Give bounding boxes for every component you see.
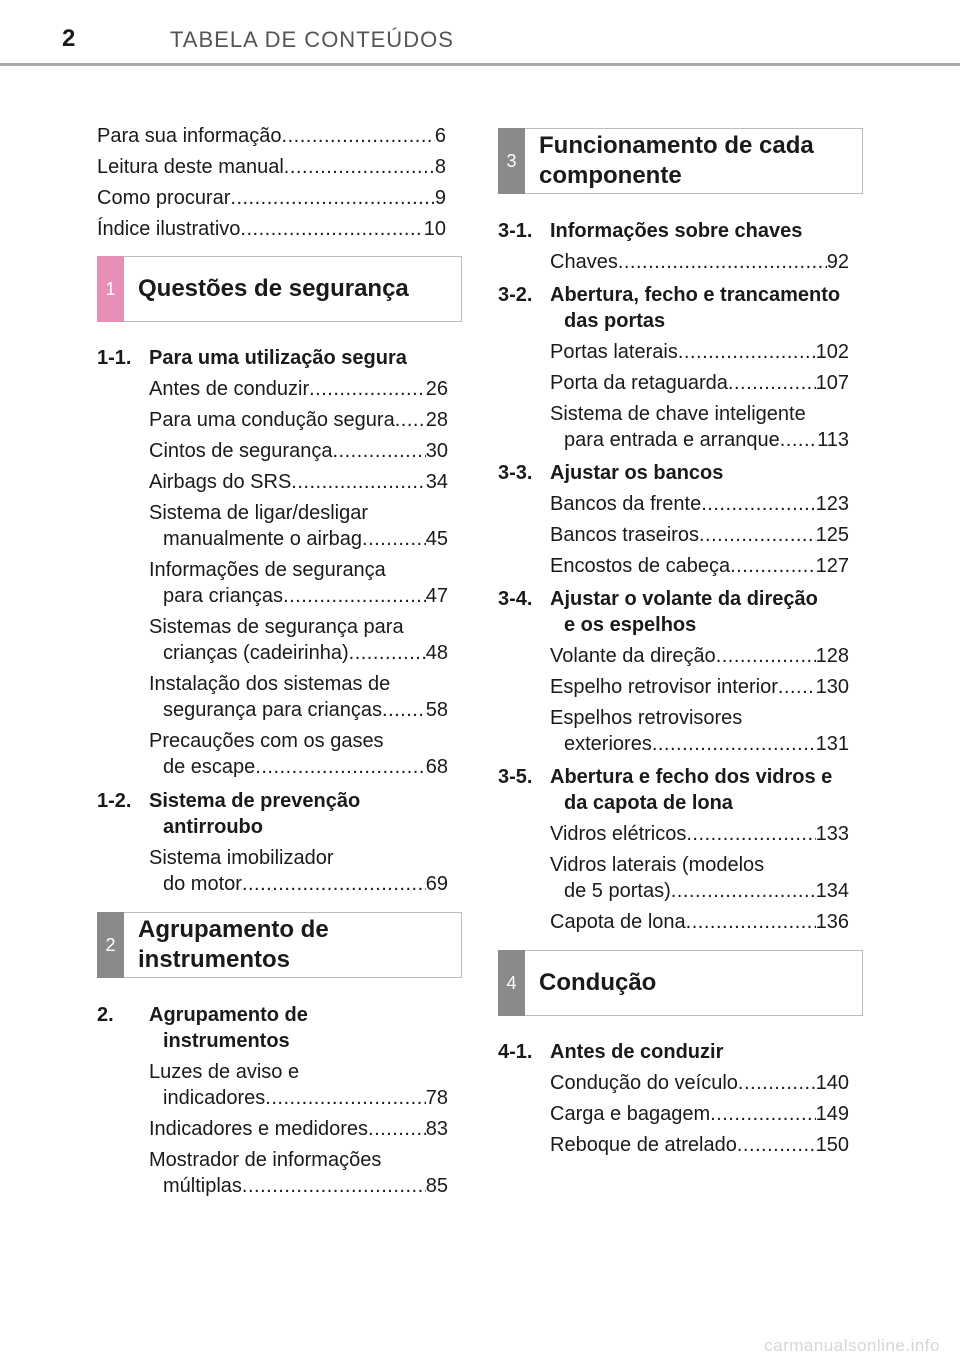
toc-entry-line1[interactable]: Vidros laterais (modelos — [550, 854, 765, 876]
section-heading[interactable]: 4-1. Antes de conduzir — [498, 1041, 724, 1063]
page-number: 2 — [62, 25, 76, 52]
toc-entry[interactable]: múltiplas ..... 85 — [163, 1173, 448, 1199]
chapter-title: Condução — [539, 969, 657, 996]
toc-entry[interactable]: de escape ..... 68 — [163, 754, 448, 780]
section-heading[interactable]: 3-4. Ajustar o volante da direção — [498, 588, 818, 610]
chapter-tab: 4 — [498, 950, 525, 1016]
toc-entry[interactable]: manualmente o airbag ..... 45 — [163, 526, 448, 552]
chapter-3-box[interactable] — [498, 128, 863, 194]
toc-entry-line1[interactable]: Espelhos retrovisores — [550, 707, 743, 729]
section-heading-line2[interactable]: e os espelhos — [564, 614, 697, 636]
toc-entry[interactable]: crianças (cadeirinha) ..... 48 — [163, 640, 448, 666]
toc-entry[interactable]: Índice ilustrativo ..... 10 — [97, 216, 446, 242]
section-heading[interactable]: 1-2. Sistema de prevenção — [97, 790, 361, 812]
toc-entry[interactable]: Condução do veículo ..... 140 — [550, 1070, 849, 1096]
toc-entry[interactable]: Chaves ..... 92 — [550, 249, 849, 275]
toc-entry[interactable]: Encostos de cabeça ..... 127 — [550, 553, 849, 579]
section-heading-line2[interactable]: instrumentos — [163, 1030, 290, 1052]
toc-entry[interactable]: para entrada e arranque ..... 113 — [564, 427, 849, 453]
toc-entry[interactable]: Como procurar ..... 9 — [97, 185, 446, 211]
toc-entry[interactable]: Porta da retaguarda ..... 107 — [550, 370, 849, 396]
section-heading[interactable]: 3-2. Abertura, fecho e trancamento — [498, 284, 841, 306]
toc-entry[interactable]: Para sua informação ..... 6 — [97, 123, 446, 149]
chapter-title: Questões de segurança — [138, 275, 409, 302]
toc-entry-line1[interactable]: Sistema de ligar/desligar — [149, 502, 368, 524]
section-heading-line2[interactable]: das portas — [564, 310, 666, 332]
toc-entry[interactable]: Capota de lona ..... 136 — [550, 909, 849, 935]
toc-entry[interactable]: Bancos da frente ..... 123 — [550, 491, 849, 517]
toc-entry[interactable]: Portas laterais ..... 102 — [550, 339, 849, 365]
section-heading-line2[interactable]: da capota de lona — [564, 792, 733, 814]
header-rule — [0, 63, 960, 66]
section-heading-line2[interactable]: antirroubo — [163, 816, 263, 838]
toc-entry-line1[interactable]: Precauções com os gases — [149, 730, 384, 752]
chapter-tab: 1 — [97, 256, 124, 322]
toc-entry-line1[interactable]: Mostrador de informações — [149, 1149, 382, 1171]
toc-entry[interactable]: Vidros elétricos ..... 133 — [550, 821, 849, 847]
section-heading[interactable]: 3-1. Informações sobre chaves — [498, 220, 803, 242]
toc-entry-line1[interactable]: Informações de segurança — [149, 559, 386, 581]
toc-entry[interactable]: para crianças ..... 47 — [163, 583, 448, 609]
chapter-4-box[interactable] — [498, 950, 863, 1016]
toc-entry-line1[interactable]: Luzes de aviso e — [149, 1061, 300, 1083]
toc-entry[interactable]: Reboque de atrelado ..... 150 — [550, 1132, 849, 1158]
toc-entry[interactable]: Indicadores e medidores ..... 83 — [149, 1116, 448, 1142]
toc-entry[interactable]: Bancos traseiros ..... 125 — [550, 522, 849, 548]
section-heading[interactable]: 1-1. Para uma utilização segura — [97, 347, 407, 369]
toc-entry-line1[interactable]: Instalação dos sistemas de — [149, 673, 391, 695]
chapter-1-box[interactable] — [97, 256, 462, 322]
toc-entry[interactable]: Para uma condução segura ..... 28 — [149, 407, 448, 433]
chapter-2-box[interactable] — [97, 912, 462, 978]
toc-entry-line1[interactable]: Sistemas de segurança para — [149, 616, 404, 638]
toc-entry[interactable]: exteriores ..... 131 — [564, 731, 849, 757]
toc-entry[interactable]: Antes de conduzir ..... 26 — [149, 376, 448, 402]
toc-entry[interactable]: Cintos de segurança ..... 30 — [149, 438, 448, 464]
chapter-title: Funcionamento de cada componente — [539, 132, 814, 189]
watermark: carmanualsonline.info — [764, 1336, 940, 1355]
toc-entry[interactable]: Airbags do SRS ..... 34 — [149, 469, 448, 495]
toc-entry[interactable]: Espelho retrovisor interior ..... 130 — [550, 674, 849, 700]
page-title: TABELA DE CONTEÚDOS — [170, 27, 454, 52]
toc-entry[interactable]: do motor ..... 69 — [163, 871, 448, 897]
chapter-tab: 3 — [498, 128, 525, 194]
section-heading[interactable]: 2. Agrupamento de — [97, 1004, 308, 1026]
toc-entry[interactable]: indicadores ..... 78 — [163, 1085, 448, 1111]
toc-entry[interactable]: segurança para crianças ..... 58 — [163, 697, 448, 723]
toc-entry[interactable]: Leitura deste manual ..... 8 — [97, 154, 446, 180]
toc-entry-line1[interactable]: Sistema imobilizador — [149, 847, 334, 869]
section-heading[interactable]: 3-5. Abertura e fecho dos vidros e — [498, 766, 833, 788]
toc-entry-line1[interactable]: Sistema de chave inteligente — [550, 403, 806, 425]
chapter-tab: 2 — [97, 912, 124, 978]
toc-entry[interactable]: Volante da direção ..... 128 — [550, 643, 849, 669]
section-heading[interactable]: 3-3. Ajustar os bancos — [498, 462, 724, 484]
chapter-title: Agrupamento de instrumentos — [138, 916, 329, 973]
toc-entry[interactable]: Carga e bagagem ..... 149 — [550, 1101, 849, 1127]
toc-entry[interactable]: de 5 portas) ..... 134 — [564, 878, 849, 904]
